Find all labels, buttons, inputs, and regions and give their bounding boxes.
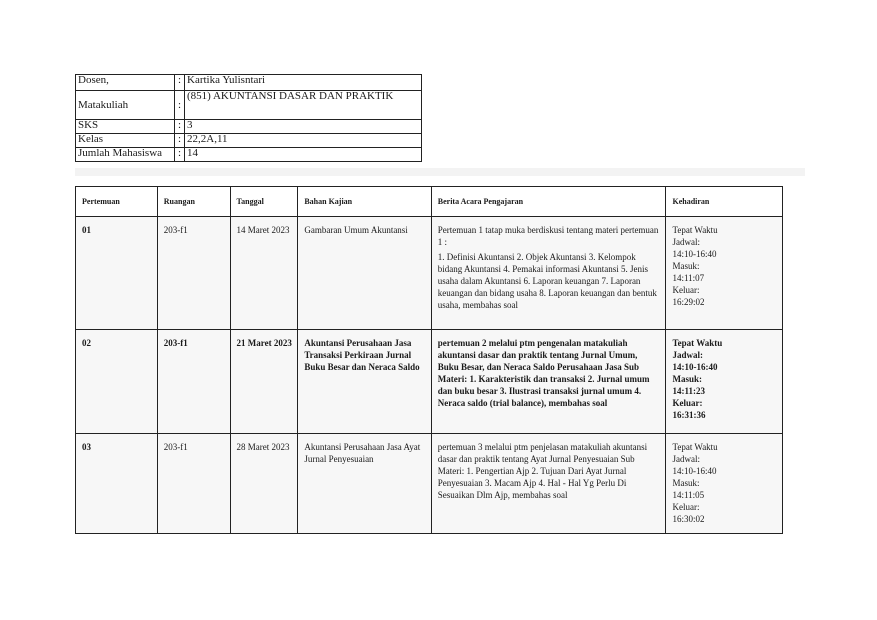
info-label: Kelas [76, 134, 175, 148]
info-value: 14 [185, 148, 422, 162]
cell-kehadiran [666, 330, 783, 434]
info-row-kelas [76, 134, 422, 148]
info-row-sks [76, 120, 422, 134]
info-separator: : [175, 134, 185, 148]
kehadiran-masuk: 14:11:23 [672, 386, 705, 396]
kehadiran-status: Tepat Waktu [672, 442, 718, 452]
kehadiran-masuk: 14:11:05 [672, 490, 705, 500]
kehadiran-masuk-label: Masuk: [672, 374, 702, 384]
table-header-row [76, 187, 783, 217]
info-separator: : [175, 148, 185, 162]
kehadiran-masuk: 14:11:07 [672, 273, 705, 283]
kehadiran-jadwal: 14:10-16:40 [672, 249, 717, 259]
kehadiran-status: Tepat Waktu [672, 225, 718, 235]
info-value: (851) AKUNTANSI DASAR DAN PRAKTIK [185, 91, 422, 120]
info-label: Matakuliah [76, 91, 175, 120]
cell-berita-acara [431, 434, 666, 534]
header-kehadiran: Kehadiran [666, 187, 783, 217]
separator-band [75, 168, 805, 176]
cell-tanggal: 28 Maret 2023 [230, 434, 298, 534]
header-bahan-kajian: Bahan Kajian [298, 187, 431, 217]
cell-tanggal: 14 Maret 2023 [230, 217, 298, 330]
info-value: 22,2A,11 [185, 134, 422, 148]
course-info-table [75, 74, 422, 162]
cell-bahan-kajian: Gambaran Umum Akuntansi [298, 217, 431, 330]
info-separator: : [175, 91, 185, 120]
info-label: Jumlah Mahasiswa [76, 148, 175, 162]
info-row-dosen [76, 75, 422, 91]
table-row [76, 330, 783, 434]
kehadiran-jadwal-label: Jadwal: [672, 350, 703, 360]
cell-bahan-kajian: Akuntansi Perusahaan Jasa Transaksi Perkiraan Jurnal Buku Besar dan Neraca Saldo [298, 330, 431, 434]
header-pertemuan: Pertemuan [76, 187, 158, 217]
kehadiran-keluar-label: Keluar: [672, 398, 703, 408]
cell-pertemuan: 01 [76, 217, 158, 330]
schedule-table [75, 186, 783, 534]
berita-intro: pertemuan 2 melalui ptm pengenalan matakuliah akuntansi dasar dan praktik tentang Jurnal Umum, Buku Besar, dan Neraca Saldo Perusahaan Jasa Sub Materi: 1. Karakteristik dan transaksi 2. Jurnal umum dan buku besar 3. Ilustrasi transaksi jurnal umum 4. Neraca saldo (trial balance), membahas soal [437, 338, 650, 408]
header-ruangan: Ruangan [157, 187, 230, 217]
kehadiran-jadwal-label: Jadwal: [672, 237, 700, 247]
cell-berita-acara [431, 217, 666, 330]
info-row-jumlah [76, 148, 422, 162]
kehadiran-keluar-label: Keluar: [672, 502, 700, 512]
info-row-matakuliah [76, 91, 422, 120]
kehadiran-jadwal: 14:10-16:40 [672, 362, 718, 372]
cell-kehadiran [666, 434, 783, 534]
kehadiran-jadwal: 14:10-16:40 [672, 466, 717, 476]
info-label: SKS [76, 120, 175, 134]
berita-detail: 1. Definisi Akuntansi 2. Objek Akuntansi 3. Kelompok bidang Akuntansi 4. Pemakai informasi Akuntansi 5. Jenis usaha dalam Akuntansi 6. Laporan keuangan 7. Laporan keuangan dan bidang usaha 8. Laporan keuangan dan bentuk usaha, membahas soal [437, 252, 657, 310]
cell-ruangan: 203-f1 [157, 434, 230, 534]
table-row [76, 217, 783, 330]
kehadiran-keluar-label: Keluar: [672, 285, 700, 295]
info-label: Dosen, [76, 75, 175, 91]
kehadiran-keluar: 16:30:02 [672, 514, 705, 524]
info-value: Kartika Yulisntari [185, 75, 422, 91]
kehadiran-masuk-label: Masuk: [672, 478, 700, 488]
cell-ruangan: 203-f1 [157, 330, 230, 434]
berita-intro: Pertemuan 1 tatap muka berdiskusi tentang materi pertemuan 1 : [437, 225, 659, 247]
cell-pertemuan: 03 [76, 434, 158, 534]
table-row [76, 434, 783, 534]
kehadiran-status: Tepat Waktu [672, 338, 723, 348]
header-tanggal: Tanggal [230, 187, 298, 217]
info-separator: : [175, 120, 185, 134]
berita-intro: pertemuan 3 melalui ptm penjelasan matakuliah akuntansi dasar dan praktik tentang Ayat Jurnal Penyesuaian Sub Materi: 1. Pengertian Ajp 2. Tujuan Dari Ayat Jurnal Penyesuaian 3. Macam Ajp 4. Hal - Hal Yg Perlu Di Sesuaikan Dlm Ajp, membahas soal [437, 442, 648, 500]
cell-ruangan: 203-f1 [157, 217, 230, 330]
kehadiran-masuk-label: Masuk: [672, 261, 700, 271]
kehadiran-jadwal-label: Jadwal: [672, 454, 700, 464]
kehadiran-keluar: 16:31:36 [672, 410, 706, 420]
cell-tanggal: 21 Maret 2023 [230, 330, 298, 434]
cell-bahan-kajian: Akuntansi Perusahaan Jasa Ayat Jurnal Penyesuaian [298, 434, 431, 534]
cell-kehadiran [666, 217, 783, 330]
cell-berita-acara [431, 330, 666, 434]
kehadiran-keluar: 16:29:02 [672, 297, 705, 307]
info-separator: : [175, 75, 185, 91]
cell-pertemuan: 02 [76, 330, 158, 434]
info-value: 3 [185, 120, 422, 134]
header-berita-acara: Berita Acara Pengajaran [431, 187, 666, 217]
